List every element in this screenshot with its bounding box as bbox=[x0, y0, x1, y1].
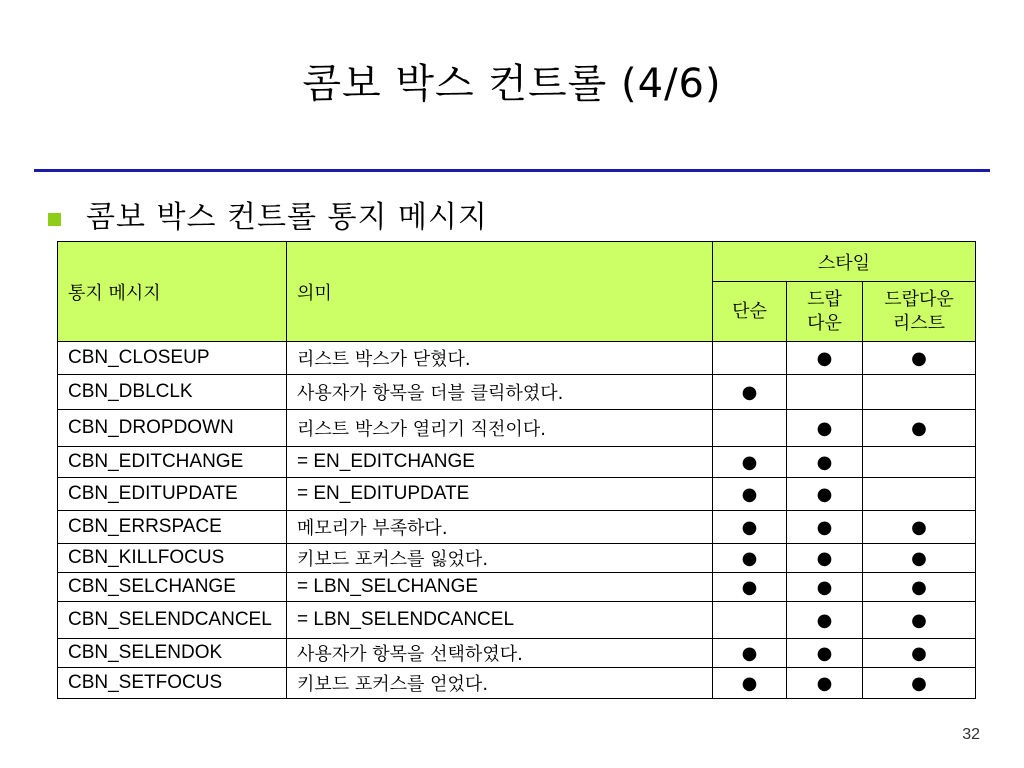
cell-simple: ● bbox=[713, 573, 787, 602]
cell-message: CBN_DROPDOWN bbox=[58, 410, 287, 447]
header-dropdown-list: 드랍다운 리스트 bbox=[863, 282, 976, 342]
cell-dropdown-list: ● bbox=[863, 573, 976, 602]
cell-simple: ● bbox=[713, 478, 787, 511]
cell-dropdown: ● bbox=[787, 668, 863, 699]
cell-meaning: 키보드 포커스를 얻었다. bbox=[287, 668, 713, 699]
table-row bbox=[58, 544, 976, 573]
cell-meaning: 사용자가 항목을 선택하였다. bbox=[287, 639, 713, 668]
table-row bbox=[58, 447, 976, 478]
table-row bbox=[58, 573, 976, 602]
cell-dropdown-list: ● bbox=[863, 639, 976, 668]
cell-simple bbox=[713, 342, 787, 375]
table-row bbox=[58, 342, 976, 375]
table-row bbox=[58, 478, 976, 511]
cell-simple bbox=[713, 602, 787, 639]
cell-dropdown: ● bbox=[787, 573, 863, 602]
cell-simple: ● bbox=[713, 544, 787, 573]
cell-dropdown-list: ● bbox=[863, 342, 976, 375]
cell-meaning: 사용자가 항목을 더블 클릭하였다. bbox=[287, 375, 713, 410]
header-meaning: 의미 bbox=[287, 242, 713, 342]
cell-message: CBN_KILLFOCUS bbox=[58, 544, 287, 573]
slide-title: 콤보 박스 컨트롤 (4/6) bbox=[302, 61, 722, 107]
cell-dropdown: ● bbox=[787, 342, 863, 375]
cell-meaning: 리스트 박스가 닫혔다. bbox=[287, 342, 713, 375]
header-simple: 단순 bbox=[713, 282, 787, 342]
title-divider bbox=[34, 169, 990, 172]
cell-dropdown: ● bbox=[787, 447, 863, 478]
cell-dropdown: ● bbox=[787, 478, 863, 511]
table-row bbox=[58, 639, 976, 668]
cell-dropdown-list: ● bbox=[863, 410, 976, 447]
cell-dropdown-list bbox=[863, 375, 976, 410]
bullet-text: 콤보 박스 컨트롤 통지 메시지 bbox=[86, 200, 488, 235]
cell-message: CBN_ERRSPACE bbox=[58, 511, 287, 544]
cell-dropdown-list: ● bbox=[863, 511, 976, 544]
cell-dropdown-list bbox=[863, 478, 976, 511]
cell-simple: ● bbox=[713, 375, 787, 410]
notification-table bbox=[57, 241, 976, 699]
cell-meaning: = LBN_SELENDCANCEL bbox=[287, 602, 713, 639]
table-row bbox=[58, 602, 976, 639]
cell-meaning: = LBN_SELCHANGE bbox=[287, 573, 713, 602]
page-number: 32 bbox=[962, 726, 980, 743]
cell-dropdown-list: ● bbox=[863, 602, 976, 639]
cell-dropdown bbox=[787, 375, 863, 410]
cell-simple: ● bbox=[713, 668, 787, 699]
cell-meaning: 키보드 포커스를 잃었다. bbox=[287, 544, 713, 573]
table-row bbox=[58, 668, 976, 699]
cell-message: CBN_SETFOCUS bbox=[58, 668, 287, 699]
cell-simple: ● bbox=[713, 447, 787, 478]
header-dropdown: 드랍 다운 bbox=[787, 282, 863, 342]
cell-message: CBN_SELENDOK bbox=[58, 639, 287, 668]
cell-dropdown: ● bbox=[787, 639, 863, 668]
cell-meaning: = EN_EDITCHANGE bbox=[287, 447, 713, 478]
cell-dropdown-list bbox=[863, 447, 976, 478]
cell-dropdown: ● bbox=[787, 544, 863, 573]
cell-simple bbox=[713, 410, 787, 447]
cell-meaning: 리스트 박스가 열리기 직전이다. bbox=[287, 410, 713, 447]
cell-meaning: 메모리가 부족하다. bbox=[287, 511, 713, 544]
cell-dropdown-list: ● bbox=[863, 544, 976, 573]
header-style: 스타일 bbox=[713, 242, 976, 282]
cell-message: CBN_SELCHANGE bbox=[58, 573, 287, 602]
cell-message: CBN_DBLCLK bbox=[58, 375, 287, 410]
bullet-square-icon bbox=[48, 213, 61, 226]
cell-meaning: = EN_EDITUPDATE bbox=[287, 478, 713, 511]
cell-dropdown: ● bbox=[787, 511, 863, 544]
cell-simple: ● bbox=[713, 639, 787, 668]
table-row bbox=[58, 410, 976, 447]
cell-dropdown-list: ● bbox=[863, 668, 976, 699]
table-row bbox=[58, 375, 976, 410]
cell-message: CBN_SELENDCANCEL bbox=[58, 602, 287, 639]
header-message: 통지 메시지 bbox=[58, 242, 287, 342]
table-row bbox=[58, 511, 976, 544]
cell-dropdown: ● bbox=[787, 602, 863, 639]
cell-simple: ● bbox=[713, 511, 787, 544]
cell-message: CBN_EDITUPDATE bbox=[58, 478, 287, 511]
cell-message: CBN_CLOSEUP bbox=[58, 342, 287, 375]
cell-message: CBN_EDITCHANGE bbox=[58, 447, 287, 478]
cell-dropdown: ● bbox=[787, 410, 863, 447]
